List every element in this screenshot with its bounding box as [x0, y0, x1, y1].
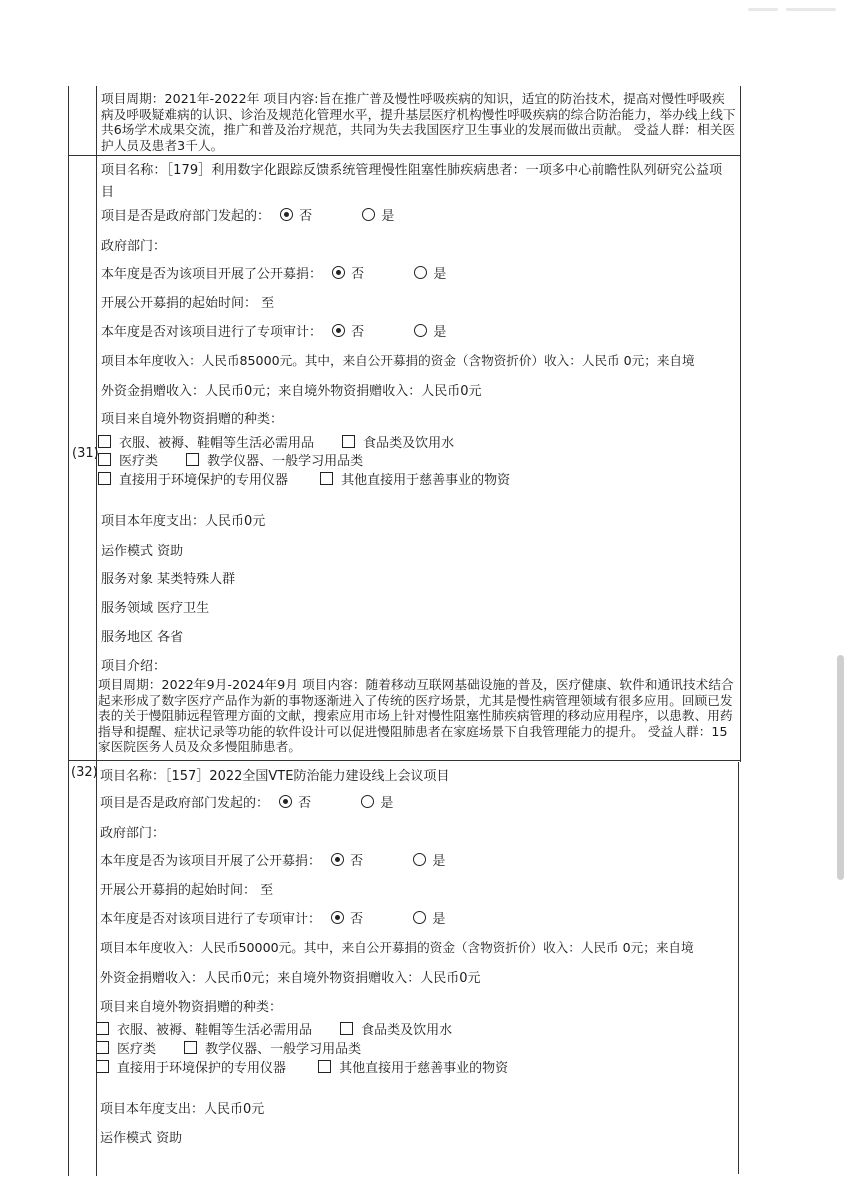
fundraise-time: 开展公开募捐的起始时间： 至	[101, 296, 275, 311]
operation-mode: 运作模式 资助	[100, 1131, 183, 1146]
radio-no[interactable]	[331, 911, 344, 924]
row-number: (32)	[71, 765, 98, 780]
checkbox-other[interactable]	[318, 1060, 331, 1073]
fundraise-time: 开展公开募捐的起始时间： 至	[100, 883, 274, 898]
income-line-2: 外资金捐赠收入：人民币0元；来自境外物资捐赠收入：人民币0元	[100, 971, 481, 986]
gov-initiated-question: 项目是否是政府部门发起的： 否 是	[101, 209, 395, 224]
previous-project-intro: 项目周期：2021年-2022年 项目内容:旨在推广普及慢性呼吸疾病的知识，适宜的防治技术，提高对慢性呼吸疾病及呼吸疑难病的认识、诊治及规范化管理水平，提升基层医疗机构慢性呼吸疾病的综合防治能力，举办线上线下共6场学术成果交流，推广和普及治疗规范，共同为失去我国医疗卫生事业的发展而做出贡献。 受益人群：相关医护人员及患者3千人。	[101, 91, 736, 153]
table-right-border	[740, 86, 741, 762]
checkbox-food[interactable]	[342, 435, 355, 448]
toolbar-indicator	[748, 8, 778, 11]
radio-no[interactable]	[332, 266, 345, 279]
checkbox-teaching[interactable]	[184, 1041, 197, 1054]
toolbar-indicator	[786, 8, 836, 11]
checkbox-clothes[interactable]	[98, 435, 111, 448]
project-name: 项目名称：［179］利用数字化跟踪反馈系统管理慢性阻塞性肺疾病患者：一项多中心前瞻性队列研究公益项目	[101, 163, 723, 200]
radio-no[interactable]	[279, 795, 292, 808]
service-target: 服务对象 某类特殊人群	[101, 572, 236, 587]
income-line-2: 外资金捐赠收入：人民币0元；来自境外物资捐赠收入：人民币0元	[101, 384, 482, 399]
gov-dept: 政府部门：	[100, 826, 166, 841]
intro-label: 项目介绍：	[101, 659, 167, 674]
income-line-1: 项目本年度收入：人民币85000元。其中，来自公开募捐的资金（含物资折价）收入：人民币 0元；来自境	[101, 353, 695, 368]
radio-no[interactable]	[332, 324, 345, 337]
checkbox-other[interactable]	[320, 472, 333, 485]
checkbox-environment[interactable]	[96, 1060, 109, 1073]
project-name: 项目名称：［157］2022全国VTE防治能力建设线上会议项目	[100, 769, 450, 784]
radio-yes[interactable]	[414, 324, 427, 337]
row-divider-32	[68, 760, 740, 761]
radio-yes[interactable]	[361, 795, 374, 808]
table-right-border-lower	[738, 762, 739, 1174]
radio-yes[interactable]	[413, 853, 426, 866]
table-mid-border	[96, 86, 97, 1176]
checkbox-row-3: 直接用于环境保护的专用仪器 其他直接用于慈善事业的物资	[98, 469, 510, 488]
row-divider-31	[68, 155, 740, 156]
radio-yes[interactable]	[413, 911, 426, 924]
fundraise-question: 本年度是否为该项目开展了公开募捐： 否 是	[100, 854, 446, 869]
checkbox-medical[interactable]	[96, 1041, 109, 1054]
checkbox-medical[interactable]	[98, 453, 111, 466]
audit-question: 本年度是否对该项目进行了专项审计： 否 是	[101, 325, 447, 340]
checkbox-clothes[interactable]	[96, 1022, 109, 1035]
gov-dept: 政府部门：	[101, 239, 167, 254]
checkbox-food[interactable]	[340, 1022, 353, 1035]
operation-mode: 运作模式 资助	[101, 544, 184, 559]
radio-yes[interactable]	[362, 208, 375, 221]
expense: 项目本年度支出：人民币0元	[101, 514, 266, 529]
checkbox-row-1: 衣服、被褥、鞋帽等生活必需用品 食品类及饮用水	[98, 432, 454, 451]
row-number: (31)	[72, 446, 99, 461]
radio-yes[interactable]	[414, 266, 427, 279]
checkbox-row-3: 直接用于环境保护的专用仪器 其他直接用于慈善事业的物资	[96, 1057, 508, 1076]
radio-no[interactable]	[331, 853, 344, 866]
income-line-1: 项目本年度收入：人民币50000元。其中，来自公开募捐的资金（含物资折价）收入：人民币 0元；来自境	[100, 940, 694, 955]
gov-initiated-question: 项目是否是政府部门发起的： 否 是	[100, 796, 394, 811]
table-left-border	[68, 86, 69, 1176]
expense: 项目本年度支出：人民币0元	[100, 1102, 265, 1117]
project-intro: 项目周期：2022年9月-2024年9月 项目内容：随着移动互联网基础设施的普及，医疗健康、软件和通讯技术结合起来形成了数字医疗产品作为新的事物逐渐进入了传统的医疗场景，尤其是慢性病管理领域有很多应用。回顾已发表的关于慢阻肺远程管理方面的文献，搜索应用市场上针对慢性阻塞性肺疾病管理的移动应用程序，以患教、用药指导和提醒、症状记录等功能的软件设计可以促进慢阻肺患者在家庭场景下自我管理能力的提升。 受益人群：15家医院医务人员及众多慢阻肺患者。	[98, 677, 734, 754]
material-types-label: 项目来自境外物资捐赠的种类：	[100, 1000, 283, 1015]
checkbox-row-1: 衣服、被褥、鞋帽等生活必需用品 食品类及饮用水	[96, 1019, 452, 1038]
audit-question: 本年度是否对该项目进行了专项审计： 否 是	[100, 912, 446, 927]
material-types-label: 项目来自境外物资捐赠的种类：	[101, 412, 284, 427]
radio-no[interactable]	[280, 208, 293, 221]
service-region: 服务地区 各省	[101, 630, 184, 645]
checkbox-row-2: 医疗类 教学仪器、一般学习用品类	[96, 1038, 361, 1057]
vertical-scrollbar[interactable]	[837, 655, 844, 880]
checkbox-teaching[interactable]	[186, 453, 199, 466]
service-field: 服务领域 医疗卫生	[101, 601, 210, 616]
checkbox-environment[interactable]	[98, 472, 111, 485]
checkbox-row-2: 医疗类 教学仪器、一般学习用品类	[98, 450, 363, 469]
fundraise-question: 本年度是否为该项目开展了公开募捐： 否 是	[101, 267, 447, 282]
